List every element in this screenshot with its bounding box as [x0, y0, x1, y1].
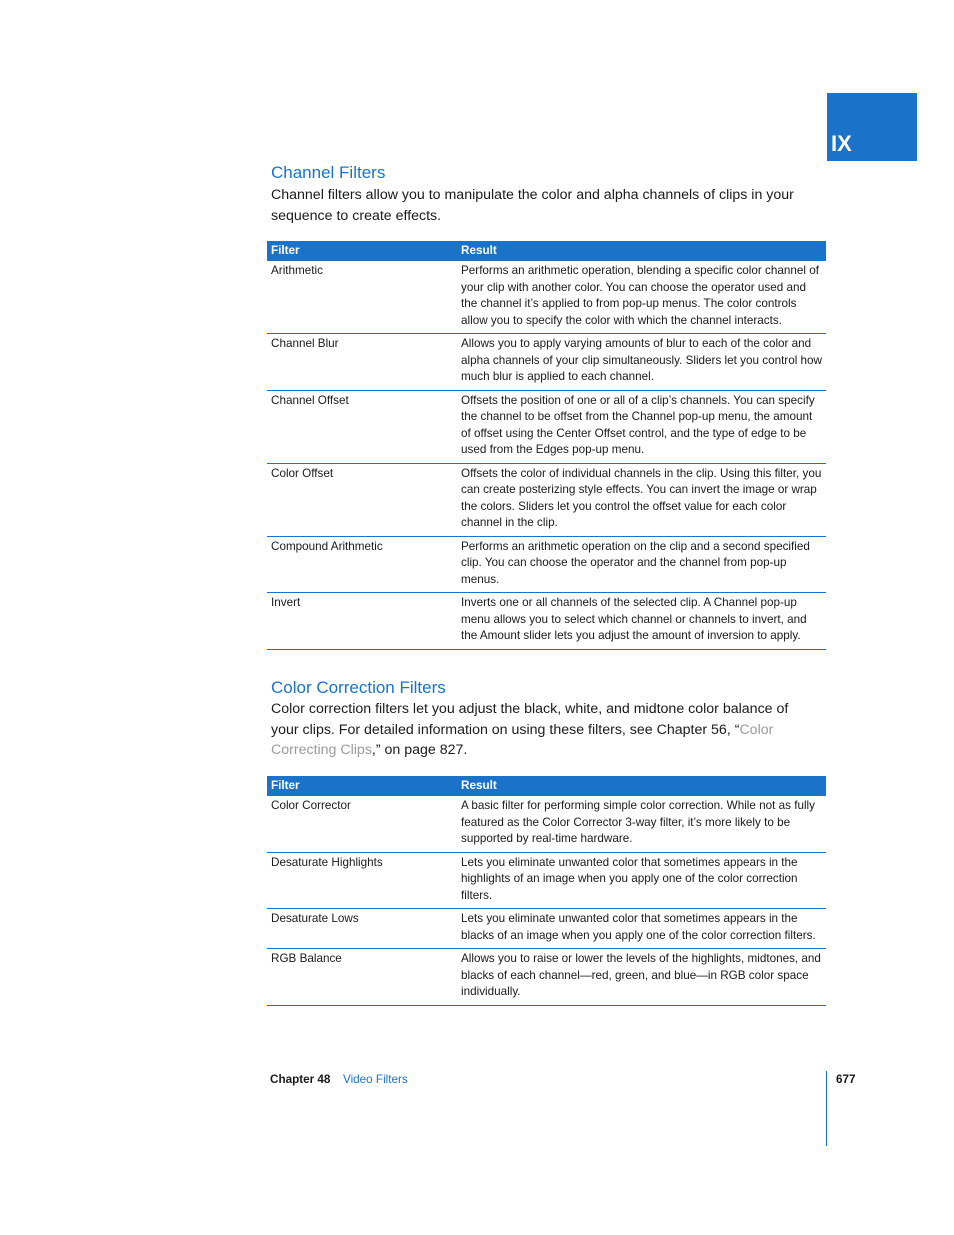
- table-row: [267, 593, 826, 650]
- footer-chapter-label: Chapter 48: [270, 1073, 331, 1086]
- filter-name-cell: Channel Offset: [267, 390, 457, 463]
- intro-text-end: ,” on page 827.: [371, 742, 468, 758]
- table-row: [267, 463, 826, 536]
- footer-chapter-title-link[interactable]: Video Filters: [343, 1073, 408, 1086]
- table-row: [267, 909, 826, 949]
- table-row: [267, 390, 826, 463]
- filter-name-cell: Channel Blur: [267, 334, 457, 391]
- table-row: [267, 852, 826, 909]
- filter-result-cell: Performs an arithmetic operation, blending a specific color channel of your clip with another color. You can choose the operator used and the channel it’s applied to from pop-up menus. The color controls allow you to specify the color with which the channel interacts.: [457, 261, 826, 334]
- filter-result-cell: Inverts one or all channels of the selected clip. A Channel pop-up menu allows you to select which channel or channels to invert, and the Amount slider lets you adjust the amount of inversion to apply.: [457, 593, 826, 650]
- part-tab: [827, 93, 917, 161]
- filter-name-cell: RGB Balance: [267, 949, 457, 1006]
- filter-name-cell: Invert: [267, 593, 457, 650]
- channel-filters-heading: Channel Filters: [271, 163, 386, 182]
- column-header-filter: Filter: [267, 241, 457, 261]
- filter-result-cell: Lets you eliminate unwanted color that sometimes appears in the highlights of an image when you apply one of the color correction filters.: [457, 852, 826, 909]
- channel-filters-table: [267, 241, 826, 650]
- table-row: [267, 796, 826, 852]
- page-number: 677: [836, 1073, 856, 1086]
- filter-result-cell: Allows you to raise or lower the levels of the highlights, midtones, and blacks of each channel—red, green, and blue—in RGB color space individually.: [457, 949, 826, 1006]
- channel-filters-intro: Channel filters allow you to manipulate the color and alpha channels of clips in your sequence to create effects.: [271, 187, 794, 224]
- filter-name-cell: Desaturate Highlights: [267, 852, 457, 909]
- color-correction-filters-intro: [271, 699, 816, 761]
- filter-result-cell: Lets you eliminate unwanted color that sometimes appears in the blacks of an image when you apply one of the color correction filters.: [457, 909, 826, 949]
- color-correction-filters-heading: Color Correction Filters: [271, 678, 446, 697]
- color-correction-filters-table: [267, 776, 826, 1006]
- table-header-row: [267, 241, 826, 261]
- table-header-row: [267, 776, 826, 796]
- table-row: [267, 949, 826, 1006]
- table-row: [267, 261, 826, 334]
- column-header-filter: Filter: [267, 776, 457, 796]
- footer-divider: [826, 1071, 827, 1146]
- filter-result-cell: Offsets the position of one or all of a clip’s channels. You can specify the channel to be offset from the Channel pop-up menu, the amount of offset using the Center Offset control, and the type of edge to be used from the Edges pop-up menu.: [457, 390, 826, 463]
- filter-name-cell: Desaturate Lows: [267, 909, 457, 949]
- table-row: [267, 536, 826, 593]
- filter-result-cell: Offsets the color of individual channels in the clip. Using this filter, you can create posterizing style effects. You can invert the image or wrap the colors. Sliders let you control the offset value for each color channel in the clip.: [457, 463, 826, 536]
- filter-name-cell: Compound Arithmetic: [267, 536, 457, 593]
- filter-result-cell: Performs an arithmetic operation on the clip and a second specified clip. You can choose the operator and the channel from pop-up menus.: [457, 536, 826, 593]
- column-header-result: Result: [457, 241, 826, 261]
- filter-result-cell: Allows you to apply varying amounts of blur to each of the color and alpha channels of your clip simultaneously. Sliders let you control how much blur is applied to each channel.: [457, 334, 826, 391]
- filter-name-cell: Arithmetic: [267, 261, 457, 334]
- table-row: [267, 334, 826, 391]
- filter-result-cell: A basic filter for performing simple color correction. While not as fully featured as the Color Corrector 3-way filter, it’s more likely to be supported by real-time hardware.: [457, 796, 826, 852]
- part-tab-label: IX: [831, 131, 852, 156]
- intro-text: Color correction filters let you adjust the black, white, and midtone color balance of your clips. For detailed information on using these filters, see Chapter 56, “: [271, 701, 789, 738]
- filter-name-cell: Color Offset: [267, 463, 457, 536]
- filter-name-cell: Color Corrector: [267, 796, 457, 852]
- column-header-result: Result: [457, 776, 826, 796]
- color-correcting-clips-link[interactable]: Color Correcting Clips: [271, 721, 774, 758]
